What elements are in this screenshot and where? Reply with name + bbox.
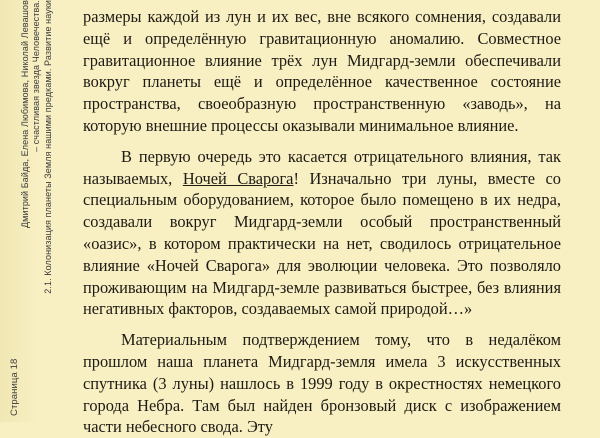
running-header-section-title: 2.1. Колонизация планеты Земля нашими предками. Развитие науки xyxy=(43,0,53,294)
body-text xyxy=(83,6,561,438)
paragraph-continued: размеры каждой из лун и их вес, вне всякого сомнения, создавали ещё и определённую гравитационную аномалию. Совместное гравитационное влияние трёх лун Мидгард-земли обеспечивали вокруг планеты ещё и определённое качественное состояние пространства, своеобразную пространственную «заводь», на которую внешние процессы оказывали минимальное влияние. xyxy=(83,7,561,135)
running-header-subtitle: – счастливая звезда Человечества. xyxy=(31,0,41,152)
margin-running-header xyxy=(0,0,80,422)
paragraph-svarog-nights xyxy=(83,146,561,320)
paragraph-nebra-disk: Материальным подтверждением тому, что в недалёком прошлом наша планета Мидгард-земля имела 3 искусственных спутника (3 луны) нашлось в 1999 году в окрестностях немецкого города Небра. Там был найден бронзовый диск с изображением части небесного свода. Эту xyxy=(83,330,561,437)
page-number: Страница 18 xyxy=(9,358,20,416)
paragraph-text-end: ! Изначально три луны, вместе со специальным оборудованием, которое было помещено в их недра, создавали вокруг Мидгард-земли особый пространственный «оазис», в котором практически на нет, сводилось отрицательное влияние «Ночей Сварога» для эволюции человека. Это позволяло проживающим на Мидгард-земле развиваться быстрее, без влияния негативных факторов, создаваемых самой природой…» xyxy=(83,168,562,319)
paragraph-text-start: В первую очередь это касается отрицательного влияния, так называемых, xyxy=(83,146,561,188)
running-header-authors: Дмитрий Байда, Елена Любимова, Николай Левашов xyxy=(20,0,30,229)
underlined-term: Ночей Сварога xyxy=(182,168,294,188)
